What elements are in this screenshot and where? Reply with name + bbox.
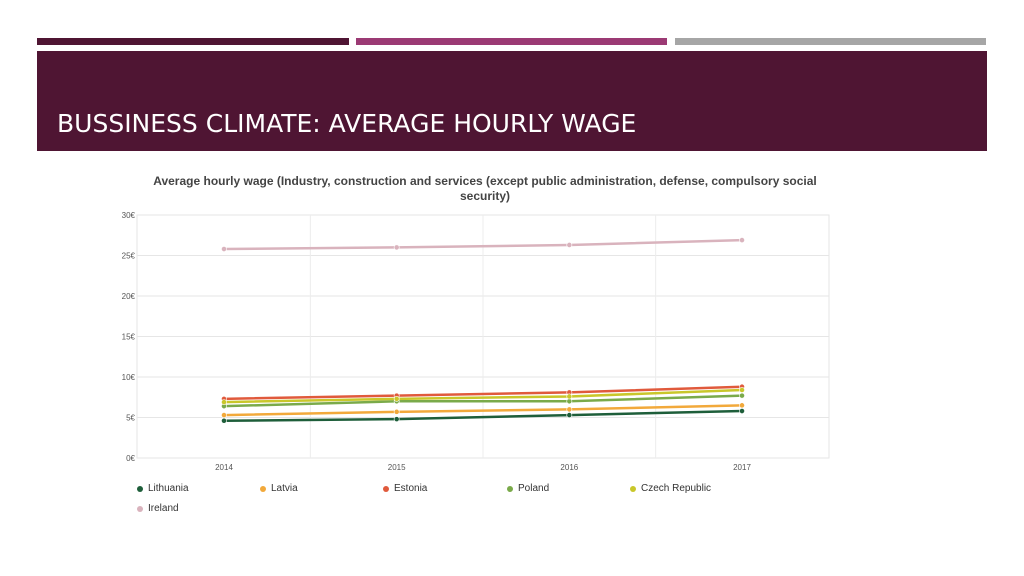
x-tick-label: 2017 (733, 463, 751, 472)
data-point-czech-republic (221, 400, 226, 405)
y-tick-label: 30€ (121, 211, 135, 220)
data-point-lithuania (739, 408, 744, 413)
legend-item-czech-republic (630, 483, 711, 494)
legend-item-latvia (260, 483, 298, 494)
legend-item-estonia (383, 483, 427, 494)
legend-item-lithuania (137, 483, 189, 494)
legend-label: Czech Republic (641, 483, 712, 494)
y-tick-label: 10€ (121, 373, 135, 382)
legend-marker-icon (260, 486, 266, 492)
legend-label: Ireland (148, 503, 179, 514)
y-tick-label: 15€ (121, 332, 135, 342)
data-point-ireland (221, 246, 226, 251)
y-tick-label: 25€ (121, 251, 135, 261)
legend-marker-icon (507, 486, 513, 492)
data-point-lithuania (221, 418, 226, 423)
data-point-ireland (567, 242, 572, 247)
data-point-lithuania (567, 412, 572, 417)
data-point-latvia (394, 409, 399, 414)
data-point-czech-republic (394, 396, 399, 401)
data-point-ireland (394, 245, 399, 250)
data-point-latvia (567, 407, 572, 412)
data-point-poland (739, 393, 744, 398)
legend-label: Estonia (394, 483, 428, 494)
legend-label: Lithuania (148, 483, 189, 494)
data-point-latvia (221, 412, 226, 417)
legend-marker-icon (137, 486, 143, 492)
legend-label: Poland (518, 483, 550, 494)
data-point-czech-republic (739, 387, 744, 392)
data-point-poland (567, 399, 572, 404)
y-tick-label: 5€ (126, 413, 135, 423)
slide-title: BUSSINESS CLIMATE: AVERAGE HOURLY WAGE (57, 109, 637, 138)
x-tick-label: 2016 (560, 463, 579, 472)
data-point-czech-republic (567, 394, 572, 399)
legend-marker-icon (137, 506, 143, 512)
legend-marker-icon (630, 486, 636, 492)
data-point-lithuania (394, 417, 399, 422)
x-tick-label: 2014 (215, 463, 233, 472)
y-tick-label: 0€ (126, 454, 135, 463)
legend-marker-icon (383, 486, 389, 492)
y-tick-label: 20€ (121, 292, 135, 301)
data-point-latvia (739, 403, 744, 408)
legend-label: Latvia (271, 483, 298, 494)
legend-item-ireland (137, 503, 179, 514)
data-point-ireland (739, 238, 744, 243)
legend-item-poland (507, 483, 549, 494)
chart-title: Average hourly wage (Industry, construction and services (except public administration, defense, compulsory social security) (153, 174, 817, 203)
x-tick-label: 2015 (387, 463, 406, 472)
